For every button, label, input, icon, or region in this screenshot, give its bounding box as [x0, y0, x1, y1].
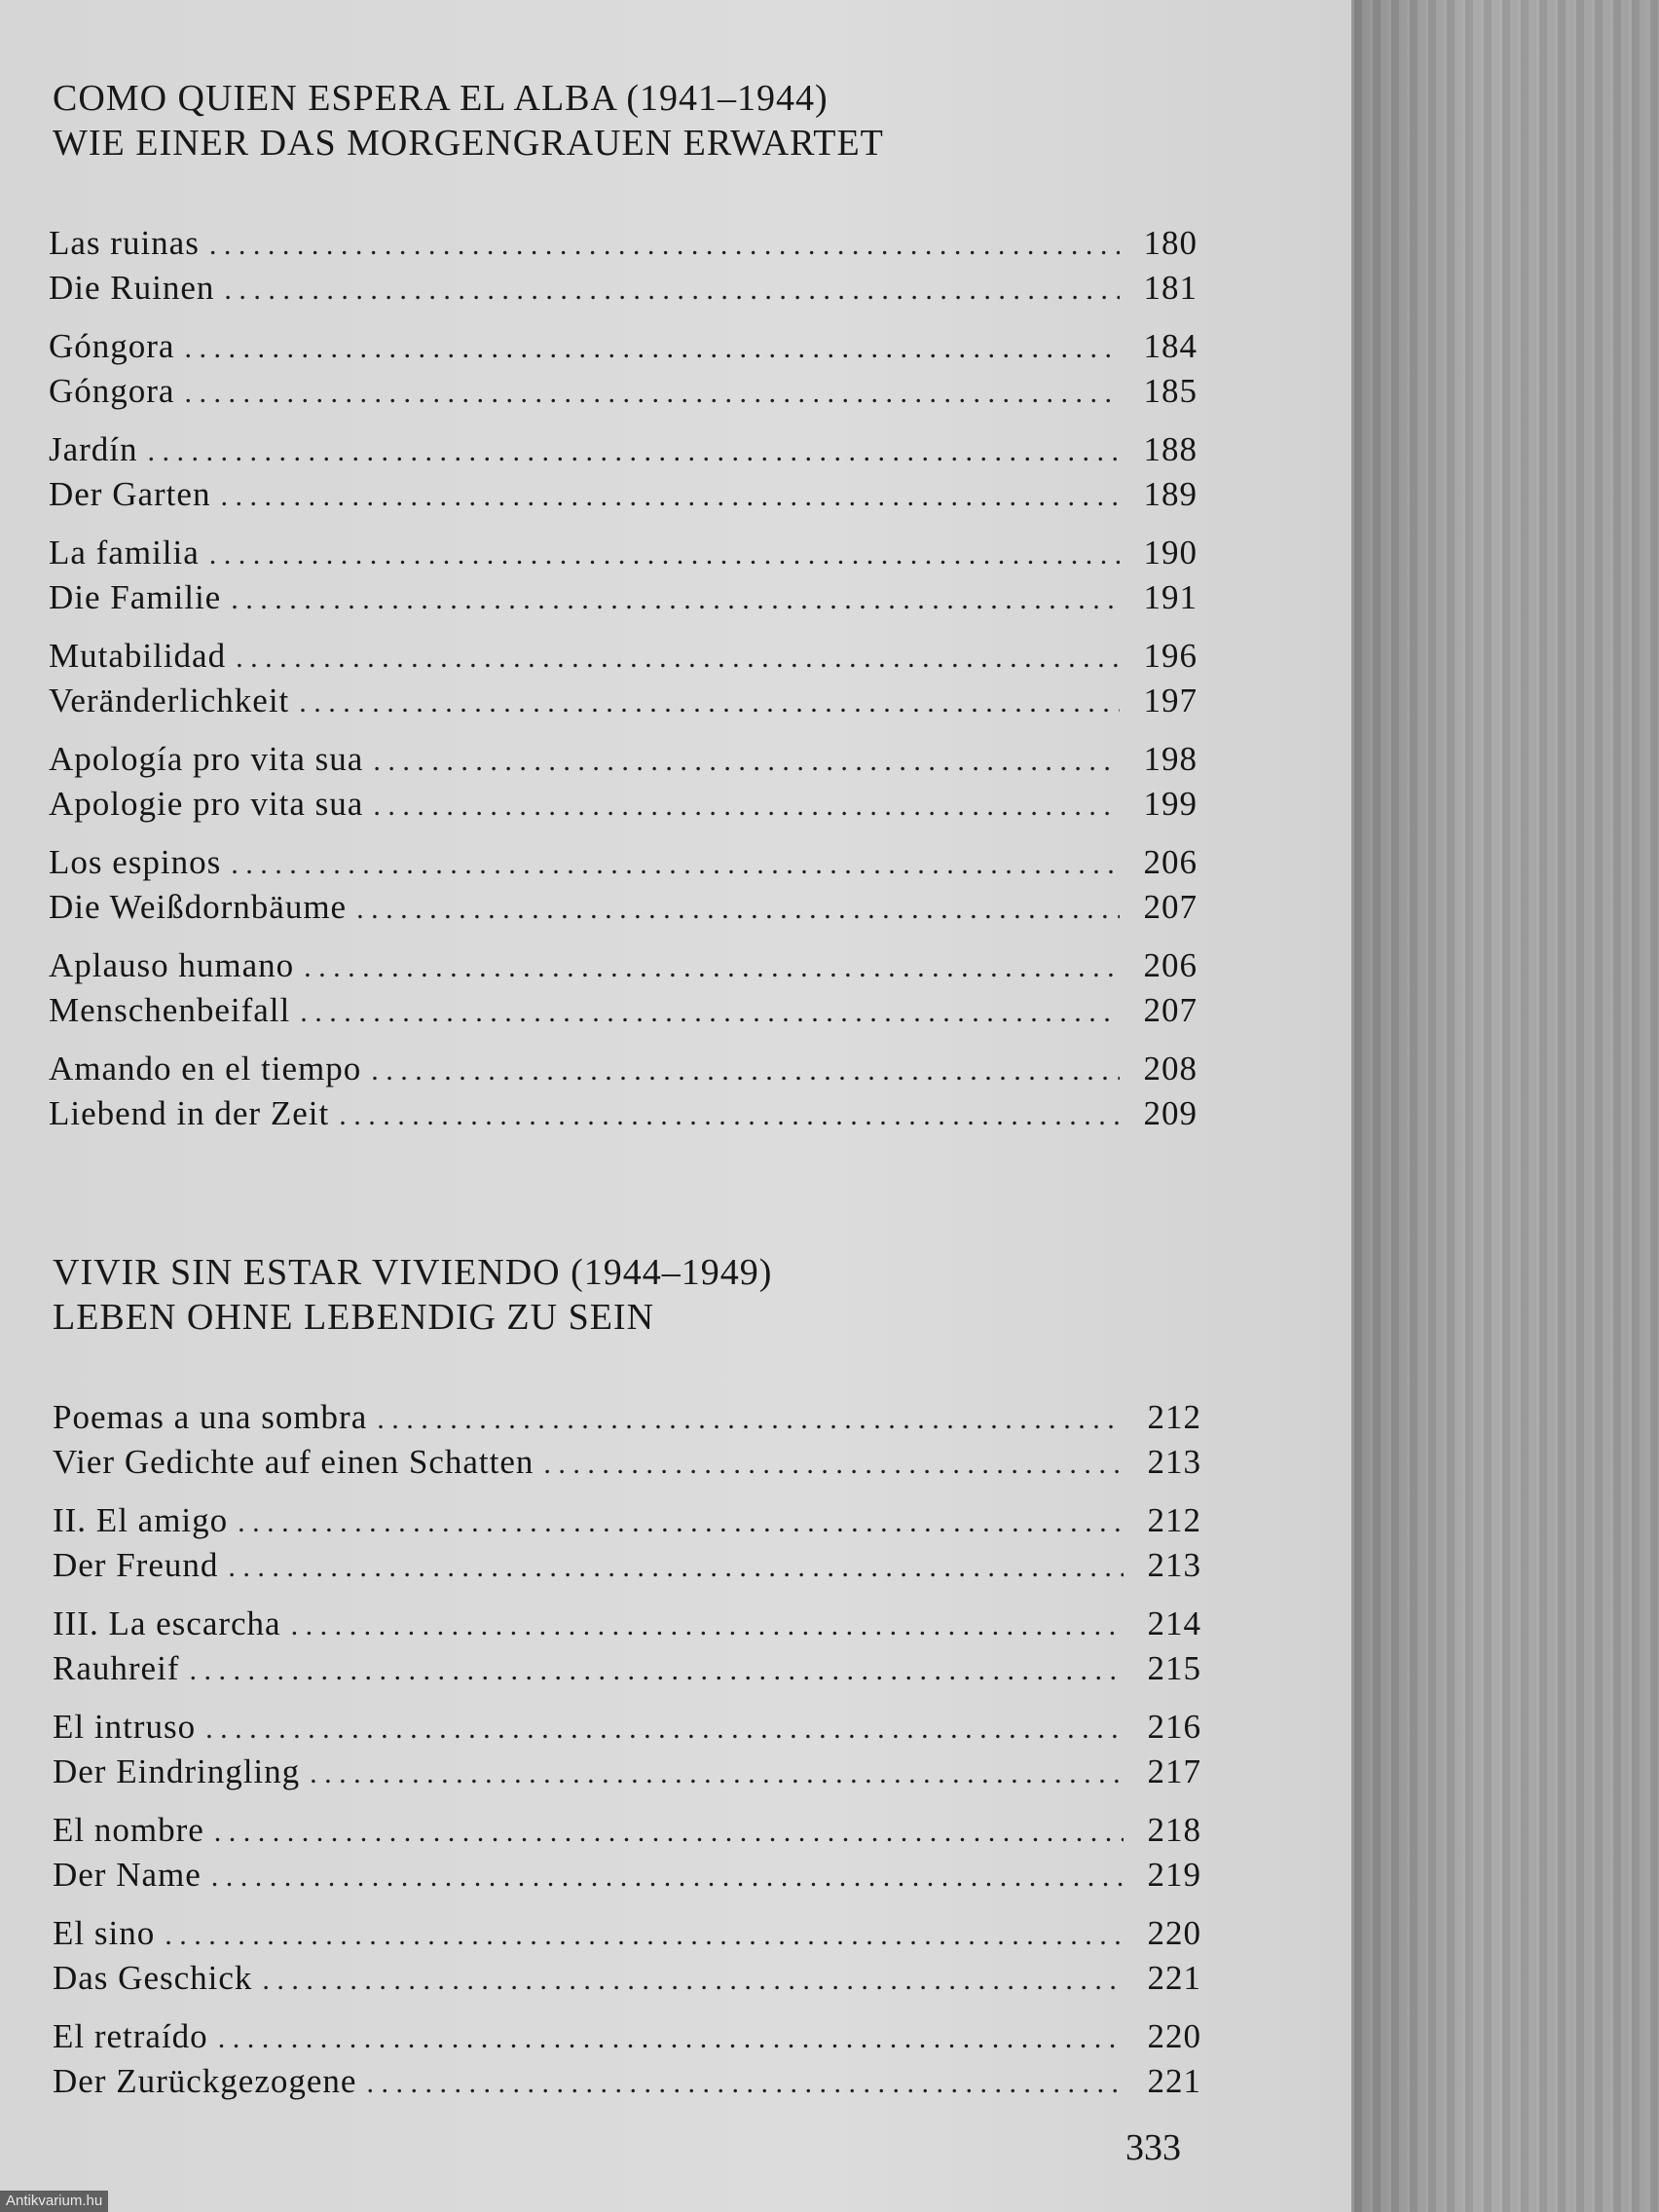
- toc-page-number: 191: [1143, 578, 1198, 616]
- toc-page-number: 216: [1147, 1708, 1201, 1746]
- leader-dots: [189, 1654, 1124, 1687]
- toc-title: Apología pro vita sua: [49, 740, 364, 778]
- toc-row-de[interactable]: [49, 991, 1198, 1036]
- toc-page-number: 180: [1143, 224, 1198, 262]
- toc-title: Veränderlichkeit: [49, 682, 290, 719]
- toc-title: Der Freund: [53, 1546, 219, 1584]
- toc-title: Apologie pro vita sua: [49, 785, 364, 823]
- toc-entry: [53, 1708, 1201, 1797]
- toc-title: Der Name: [53, 1856, 202, 1894]
- section-1-heading-de: WIE EINER DAS MORGENGRAUEN ERWARTET: [53, 123, 884, 164]
- toc-title: Der Zurückgezogene: [53, 2062, 357, 2100]
- toc-row-es[interactable]: [49, 1050, 1198, 1094]
- toc-title: Die Familie: [49, 578, 222, 616]
- toc-row-es[interactable]: [53, 1398, 1201, 1443]
- toc-page-number: 214: [1147, 1604, 1201, 1642]
- toc-row-es[interactable]: [49, 327, 1198, 372]
- leader-dots: [220, 480, 1120, 513]
- toc-page-number: 197: [1143, 682, 1198, 719]
- toc-page-number: 217: [1147, 1752, 1201, 1790]
- toc-page-number: 219: [1147, 1856, 1201, 1894]
- toc-entry: [49, 946, 1198, 1036]
- toc-page-number: 198: [1143, 740, 1198, 778]
- toc-title: Góngora: [49, 327, 175, 365]
- toc-title: El sino: [53, 1914, 156, 1952]
- toc-title: Las ruinas: [49, 224, 200, 262]
- toc-page-number: 206: [1143, 843, 1198, 881]
- toc-row-de[interactable]: [49, 1094, 1198, 1139]
- toc-page-number: 213: [1147, 1546, 1201, 1584]
- leader-dots: [238, 1506, 1124, 1539]
- toc-page-number: 221: [1147, 1959, 1201, 1997]
- toc-row-de[interactable]: [49, 372, 1198, 417]
- toc-entry: [53, 1914, 1201, 2004]
- toc-row-de[interactable]: [49, 269, 1198, 313]
- leader-dots: [231, 583, 1120, 616]
- background-surface: [1351, 0, 1659, 2212]
- toc-page-number: 220: [1147, 1914, 1201, 1952]
- leader-dots: [224, 274, 1120, 307]
- toc-title: Los espinos: [49, 843, 222, 881]
- toc-title: II. El amigo: [53, 1501, 229, 1539]
- toc-title: Aplauso humano: [49, 946, 295, 984]
- toc-page-number: 207: [1143, 991, 1198, 1029]
- toc-row-es[interactable]: [53, 1811, 1201, 1856]
- toc-page-number: 188: [1143, 430, 1198, 468]
- toc-row-es[interactable]: [49, 946, 1198, 991]
- toc-entry: [49, 1050, 1198, 1139]
- toc-row-de[interactable]: [53, 1856, 1201, 1900]
- toc-title: Góngora: [49, 372, 175, 410]
- toc-row-es[interactable]: [49, 843, 1198, 888]
- leader-dots: [262, 1964, 1124, 1997]
- toc-page-number: 196: [1143, 637, 1198, 675]
- section-2-heading: [53, 1250, 772, 1340]
- toc-row-es[interactable]: [49, 637, 1198, 682]
- leader-dots: [366, 2067, 1124, 2100]
- toc-entry: [53, 2017, 1201, 2107]
- section-1-heading-es: COMO QUIEN ESPERA EL ALBA (1941–1944): [53, 78, 829, 119]
- leader-dots: [310, 1757, 1124, 1790]
- toc-page-number: 213: [1147, 1443, 1201, 1481]
- toc-title: Menschenbeifall: [49, 991, 291, 1029]
- toc-page-number: 218: [1147, 1811, 1201, 1849]
- toc-title: Jardín: [49, 430, 138, 468]
- toc-row-de[interactable]: [49, 578, 1198, 623]
- toc-row-es[interactable]: [49, 740, 1198, 785]
- toc-row-es[interactable]: [49, 534, 1198, 578]
- toc-page-number: 184: [1143, 327, 1198, 365]
- leader-dots: [184, 332, 1120, 365]
- toc-entry: [49, 430, 1198, 520]
- leader-dots: [377, 1403, 1124, 1436]
- leader-dots: [356, 893, 1120, 926]
- leader-dots: [291, 1609, 1124, 1642]
- toc-entry: [49, 224, 1198, 313]
- toc-row-de[interactable]: [53, 1752, 1201, 1797]
- toc-page-number: 212: [1147, 1501, 1201, 1539]
- toc-row-es[interactable]: [53, 1914, 1201, 1959]
- toc-page-number: 206: [1143, 946, 1198, 984]
- toc-page-number: 207: [1143, 888, 1198, 926]
- toc-row-de[interactable]: [49, 785, 1198, 830]
- toc-title: El retraído: [53, 2017, 208, 2055]
- toc-title: La familia: [49, 534, 200, 571]
- toc-entry: [53, 1501, 1201, 1591]
- toc-row-de[interactable]: [53, 1959, 1201, 2004]
- leader-dots: [236, 642, 1120, 675]
- toc-title: Der Garten: [49, 475, 211, 513]
- toc-entry: [49, 327, 1198, 417]
- toc-row-de[interactable]: [49, 888, 1198, 933]
- toc-page-number: 209: [1143, 1094, 1198, 1132]
- toc-row-es[interactable]: [49, 430, 1198, 475]
- toc-title: Vier Gedichte auf einen Schatten: [53, 1443, 535, 1481]
- leader-dots: [209, 538, 1120, 571]
- toc-title: El intruso: [53, 1708, 197, 1746]
- toc-page-number: 199: [1143, 785, 1198, 823]
- toc-entry: [49, 843, 1198, 933]
- leader-dots: [205, 1713, 1124, 1746]
- leader-dots: [300, 996, 1120, 1029]
- leader-dots: [211, 1861, 1124, 1894]
- toc-row-es[interactable]: [49, 224, 1198, 269]
- toc-page-number: 212: [1147, 1398, 1201, 1436]
- toc-page-number: 185: [1143, 372, 1198, 410]
- toc-title: Rauhreif: [53, 1649, 180, 1687]
- leader-dots: [165, 1919, 1124, 1952]
- toc-title: El nombre: [53, 1811, 204, 1849]
- toc-title: Das Geschick: [53, 1959, 253, 1997]
- leader-dots: [339, 1099, 1120, 1132]
- section-2-contents: [53, 1398, 1201, 2120]
- toc-title: Die Ruinen: [49, 269, 215, 307]
- toc-entry: [49, 637, 1198, 726]
- toc-title: Poemas a una sombra: [53, 1398, 368, 1436]
- leader-dots: [373, 790, 1120, 823]
- leader-dots: [209, 229, 1120, 262]
- toc-entry: [53, 1811, 1201, 1900]
- toc-page-number: 221: [1147, 2062, 1201, 2100]
- toc-entry: [53, 1398, 1201, 1488]
- toc-entry: [49, 534, 1198, 623]
- toc-entry: [53, 1604, 1201, 1694]
- toc-row-es[interactable]: [53, 2017, 1201, 2062]
- page-folio: 333: [1125, 2127, 1181, 2168]
- toc-title: Liebend in der Zeit: [49, 1094, 330, 1132]
- leader-dots: [184, 377, 1120, 410]
- leader-dots: [299, 686, 1120, 719]
- leader-dots: [371, 1054, 1120, 1088]
- toc-row-es[interactable]: [53, 1708, 1201, 1752]
- toc-row-de[interactable]: [53, 2062, 1201, 2107]
- toc-row-es[interactable]: [53, 1501, 1201, 1546]
- toc-page-number: 189: [1143, 475, 1198, 513]
- section-1-heading: [53, 76, 884, 166]
- toc-page-number: 215: [1147, 1649, 1201, 1687]
- toc-page-number: 220: [1147, 2017, 1201, 2055]
- leader-dots: [231, 848, 1120, 881]
- leader-dots: [218, 2022, 1124, 2055]
- toc-row-es[interactable]: [53, 1604, 1201, 1649]
- toc-title: Die Weißdornbäume: [49, 888, 348, 926]
- toc-title: Mutabilidad: [49, 637, 227, 675]
- leader-dots: [373, 745, 1120, 778]
- toc-title: Der Eindringling: [53, 1752, 301, 1790]
- toc-row-de[interactable]: [53, 1546, 1201, 1591]
- watermark: Antikvarium.hu: [0, 2191, 108, 2212]
- toc-row-de[interactable]: [53, 1443, 1201, 1488]
- toc-title: Amando en el tiempo: [49, 1050, 362, 1088]
- leader-dots: [304, 951, 1120, 984]
- section-2-heading-es: VIVIR SIN ESTAR VIVIENDO (1944–1949): [53, 1252, 773, 1293]
- leader-dots: [214, 1816, 1124, 1849]
- toc-entry: [49, 740, 1198, 830]
- toc-page-number: 190: [1143, 534, 1198, 571]
- toc-row-de[interactable]: [49, 475, 1198, 520]
- leader-dots: [148, 435, 1120, 468]
- section-2-heading-de: LEBEN OHNE LEBENDIG ZU SEIN: [53, 1297, 655, 1338]
- toc-title: III. La escarcha: [53, 1604, 281, 1642]
- toc-row-de[interactable]: [53, 1649, 1201, 1694]
- leader-dots: [228, 1551, 1124, 1584]
- leader-dots: [543, 1448, 1124, 1481]
- section-1-contents: [49, 224, 1198, 1153]
- toc-page-number: 181: [1143, 269, 1198, 307]
- toc-page-number: 208: [1143, 1050, 1198, 1088]
- toc-row-de[interactable]: [49, 682, 1198, 726]
